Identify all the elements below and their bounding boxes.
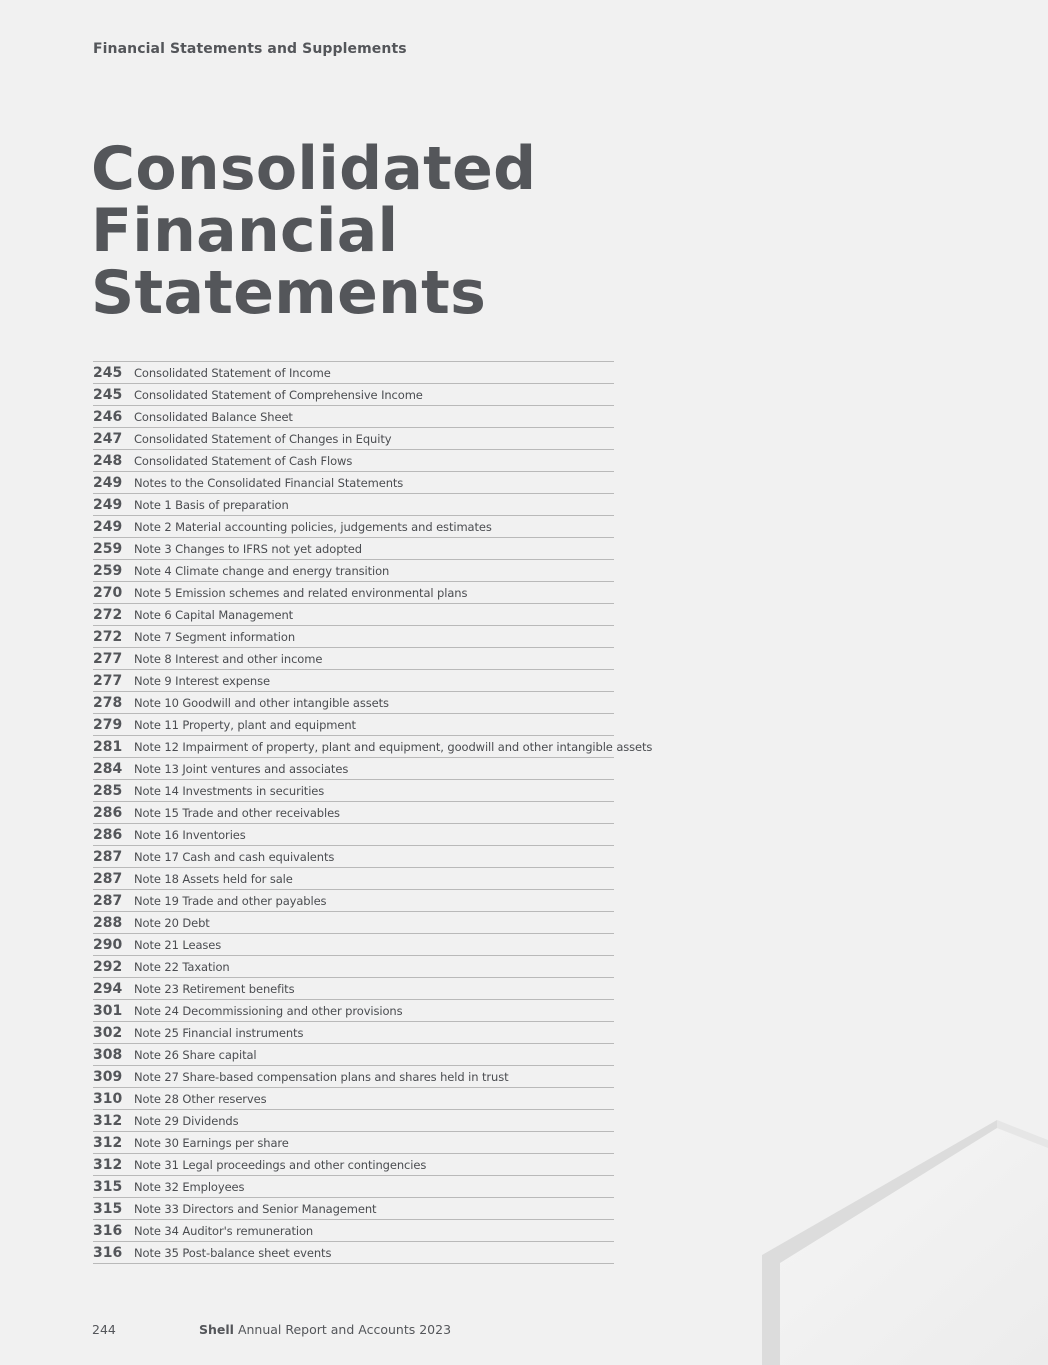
toc-entry[interactable] <box>93 956 614 978</box>
toc-entry[interactable] <box>93 582 614 604</box>
toc-page-number: 284 <box>93 760 123 777</box>
toc-page-number: 286 <box>93 826 123 843</box>
toc-entry[interactable] <box>93 538 614 560</box>
toc-entry[interactable] <box>93 450 614 472</box>
toc-entry-label: Note 26 Share capital <box>134 1047 257 1062</box>
toc-entry-label: Note 35 Post-balance sheet events <box>134 1245 332 1260</box>
toc-page-number: 301 <box>93 1002 123 1019</box>
toc-entry-label: Note 32 Employees <box>134 1179 245 1194</box>
page-title-line: Financial <box>91 196 399 266</box>
toc-page-number: 248 <box>93 452 123 469</box>
toc-entry[interactable] <box>93 824 614 846</box>
toc-page-number: 302 <box>93 1024 123 1041</box>
toc-page-number: 279 <box>93 716 123 733</box>
page-title <box>91 134 537 328</box>
toc-entry[interactable] <box>93 846 614 868</box>
toc-entry-label: Consolidated Statement of Changes in Equity <box>134 431 392 446</box>
toc-entry-label: Note 21 Leases <box>134 937 222 952</box>
toc-entry[interactable] <box>93 736 653 758</box>
toc-page-number: 277 <box>93 650 123 667</box>
toc-entry[interactable] <box>93 1022 614 1044</box>
toc-entry[interactable] <box>93 1044 614 1066</box>
brand-name: Shell <box>199 1322 234 1337</box>
toc-entry[interactable] <box>93 1110 614 1132</box>
toc-page-number: 285 <box>93 782 123 799</box>
toc-page-number: 281 <box>93 738 123 755</box>
toc-entry[interactable] <box>93 1176 614 1198</box>
toc-entry[interactable] <box>93 758 614 780</box>
table-of-contents <box>93 361 653 1264</box>
toc-entry[interactable] <box>93 406 614 428</box>
toc-entry[interactable] <box>93 692 614 714</box>
toc-entry-label: Note 13 Joint ventures and associates <box>134 761 349 776</box>
toc-page-number: 312 <box>93 1112 123 1129</box>
toc-entry-label: Note 23 Retirement benefits <box>134 981 295 996</box>
toc-page-number: 308 <box>93 1046 123 1063</box>
toc-page-number: 270 <box>93 584 123 601</box>
toc-page-number: 245 <box>93 386 123 403</box>
toc-entry[interactable] <box>93 362 614 384</box>
toc-page-number: 315 <box>93 1178 123 1195</box>
toc-entry[interactable] <box>93 648 614 670</box>
toc-entry-label: Note 25 Financial instruments <box>134 1025 304 1040</box>
toc-entry[interactable] <box>93 604 614 626</box>
report-credit <box>199 1322 451 1337</box>
toc-page-number: 294 <box>93 980 123 997</box>
page-title-line: Statements <box>91 258 487 328</box>
toc-page-number: 245 <box>93 364 123 381</box>
toc-entry-label: Note 10 Goodwill and other intangible assets <box>134 695 389 710</box>
toc-entry[interactable] <box>93 802 614 824</box>
toc-entry-label: Note 20 Debt <box>134 915 210 930</box>
toc-entry-label: Note 4 Climate change and energy transition <box>134 563 390 578</box>
toc-entry[interactable] <box>93 912 614 934</box>
toc-entry-label: Note 16 Inventories <box>134 827 246 842</box>
toc-entry-label: Note 5 Emission schemes and related environmental plans <box>134 585 468 600</box>
toc-entry-label: Note 30 Earnings per share <box>134 1135 289 1150</box>
toc-entry-label: Note 34 Auditor's remuneration <box>134 1223 314 1238</box>
toc-page-number: 249 <box>93 496 123 513</box>
toc-page-number: 272 <box>93 628 123 645</box>
toc-entry-label: Note 14 Investments in securities <box>134 783 325 798</box>
toc-entry-label: Consolidated Statement of Cash Flows <box>134 453 353 468</box>
toc-page-number: 290 <box>93 936 123 953</box>
toc-entry[interactable] <box>93 428 614 450</box>
toc-entry-label: Note 6 Capital Management <box>134 607 294 622</box>
toc-entry-label: Note 18 Assets held for sale <box>134 871 293 886</box>
toc-entry[interactable] <box>93 780 614 802</box>
toc-entry[interactable] <box>93 1132 614 1154</box>
toc-page-number: 259 <box>93 562 123 579</box>
toc-page-number: 259 <box>93 540 123 557</box>
toc-page-number: 292 <box>93 958 123 975</box>
toc-entry-label: Note 29 Dividends <box>134 1113 239 1128</box>
toc-entry-label: Note 24 Decommissioning and other provisions <box>134 1003 403 1018</box>
toc-page-number: 246 <box>93 408 123 425</box>
page-title-line: Consolidated <box>91 134 537 204</box>
toc-entry-label: Note 3 Changes to IFRS not yet adopted <box>134 541 362 556</box>
toc-entry[interactable] <box>93 670 614 692</box>
toc-page-number: 312 <box>93 1156 123 1173</box>
toc-entry-label: Note 28 Other reserves <box>134 1091 267 1106</box>
toc-page-number: 310 <box>93 1090 123 1107</box>
toc-entry[interactable] <box>93 868 614 890</box>
toc-page-number: 309 <box>93 1068 123 1085</box>
page-number: 244 <box>92 1322 116 1337</box>
toc-entry-label: Note 1 Basis of preparation <box>134 497 289 512</box>
toc-page-number: 277 <box>93 672 123 689</box>
toc-entry[interactable] <box>93 1154 614 1176</box>
toc-entry[interactable] <box>93 714 614 736</box>
toc-entry[interactable] <box>93 934 614 956</box>
toc-entry[interactable] <box>93 1000 614 1022</box>
section-header: Financial Statements and Supplements <box>93 41 407 57</box>
toc-entry-label: Consolidated Balance Sheet <box>134 409 293 424</box>
toc-entry-label: Note 15 Trade and other receivables <box>134 805 340 820</box>
toc-page-number: 288 <box>93 914 123 931</box>
report-title: Annual Report and Accounts 2023 <box>237 1322 452 1337</box>
toc-page-number: 272 <box>93 606 123 623</box>
toc-entry-label: Consolidated Statement of Comprehensive Income <box>134 387 423 402</box>
toc-entry[interactable] <box>93 1088 614 1110</box>
toc-entry-label: Consolidated Statement of Income <box>134 365 331 380</box>
toc-entry[interactable] <box>93 978 614 1000</box>
toc-entry-label: Note 19 Trade and other payables <box>134 893 327 908</box>
toc-entry[interactable] <box>93 1198 614 1220</box>
toc-page-number: 247 <box>93 430 123 447</box>
toc-page-number: 287 <box>93 892 123 909</box>
toc-entry[interactable] <box>93 890 614 912</box>
toc-page-number: 316 <box>93 1222 123 1239</box>
toc-entry-label: Note 31 Legal proceedings and other contingencies <box>134 1157 427 1172</box>
toc-entry[interactable] <box>93 560 614 582</box>
toc-page-number: 316 <box>93 1244 123 1261</box>
toc-entry-label: Note 33 Directors and Senior Management <box>134 1201 377 1216</box>
toc-entry-label: Note 17 Cash and cash equivalents <box>134 849 335 864</box>
toc-page-number: 278 <box>93 694 123 711</box>
toc-entry[interactable] <box>93 1066 614 1088</box>
toc-entry[interactable] <box>93 626 614 648</box>
toc-page-number: 249 <box>93 518 123 535</box>
toc-page-number: 315 <box>93 1200 123 1217</box>
toc-entry-label: Note 12 Impairment of property, plant and equipment, goodwill and other intangible assets <box>134 739 653 754</box>
toc-entry[interactable] <box>93 516 614 538</box>
toc-page-number: 287 <box>93 848 123 865</box>
toc-page-number: 312 <box>93 1134 123 1151</box>
toc-page-number: 287 <box>93 870 123 887</box>
toc-entry-label: Note 7 Segment information <box>134 629 296 644</box>
toc-page-number: 249 <box>93 474 123 491</box>
toc-entry-label: Note 8 Interest and other income <box>134 651 323 666</box>
toc-page-number: 286 <box>93 804 123 821</box>
toc-entry-label: Note 11 Property, plant and equipment <box>134 717 356 732</box>
toc-entry-label: Note 27 Share-based compensation plans and shares held in trust <box>134 1069 509 1084</box>
toc-entry[interactable] <box>93 384 614 406</box>
toc-entry-label: Notes to the Consolidated Financial Statements <box>134 475 404 490</box>
toc-entry-label: Note 9 Interest expense <box>134 673 270 688</box>
toc-entry[interactable] <box>93 1220 614 1242</box>
toc-entry[interactable] <box>93 494 614 516</box>
toc-entry-label: Note 2 Material accounting policies, judgements and estimates <box>134 519 492 534</box>
toc-entry[interactable] <box>93 472 614 494</box>
toc-entry[interactable] <box>93 1242 614 1264</box>
toc-entry-label: Note 22 Taxation <box>134 959 230 974</box>
